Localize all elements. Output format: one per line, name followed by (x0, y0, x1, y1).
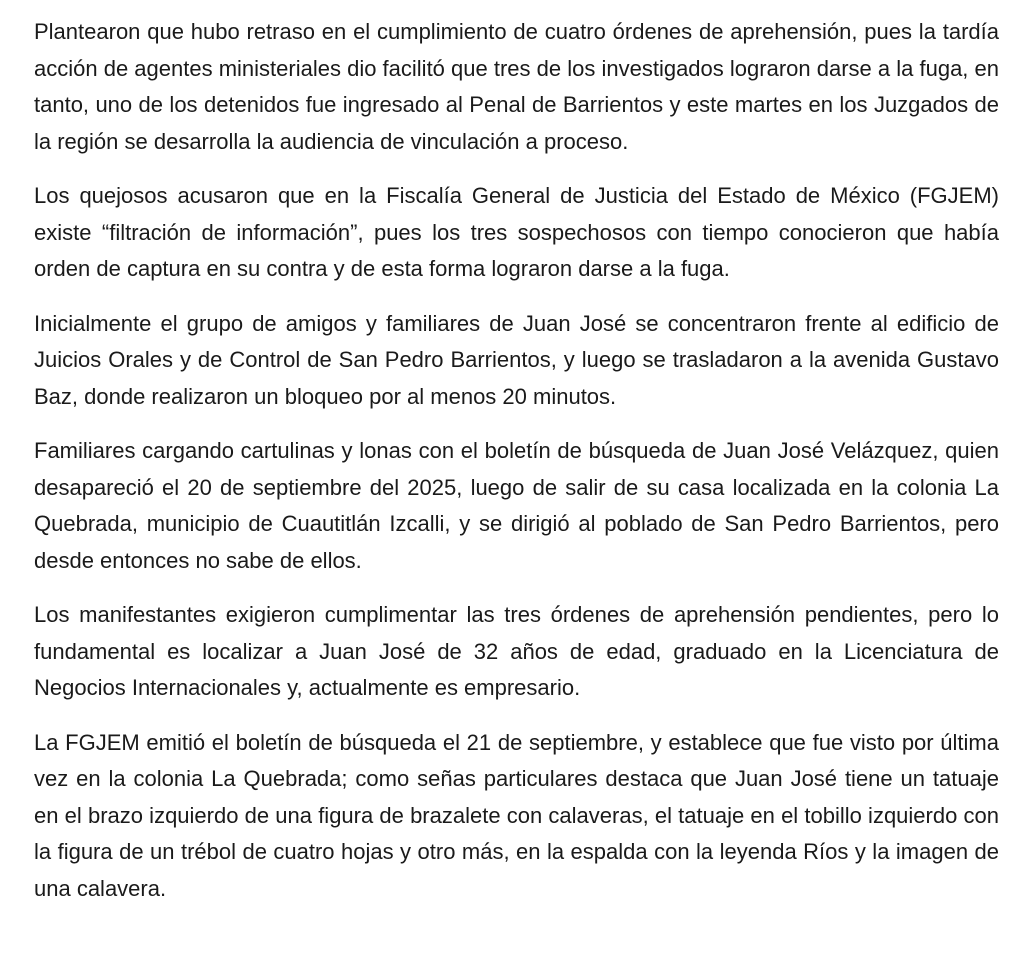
paragraph-3: Inicialmente el grupo de amigos y familiares de Juan José se concentraron frente al edificio de Juicios Orales y de Control de San Pedro Barrientos, y luego se trasladaron a la avenida Gustavo Baz, donde realizaron un bloqueo por al menos 20 minutos. (34, 310, 999, 409)
paragraph-2: Los quejosos acusaron que en la Fiscalía General de Justicia del Estado de México (FGJEM) existe “filtración de información”, pues los tres sospechosos con tiempo conocieron que había orden de captura en su contra y de esta forma lograron darse a la fuga. (34, 183, 999, 281)
paragraph-1: Plantearon que hubo retraso en el cumplimiento de cuatro órdenes de aprehensión, pues la tardía acción de agentes ministeriales dio facilitó que tres de los investigados lograron darse a la fuga, en tanto, uno de los detenidos fue ingresado al Penal de Barrientos y este martes en los Juzgados de la región se desarrolla la audiencia de vinculación a proceso. (34, 19, 999, 154)
paragraph-4: Familiares cargando cartulinas y lonas con el boletín de búsqueda de Juan José Velázquez, quien desapareció el 20 de septiembre del 2025, luego de salir de su casa localizada en la colonia La Quebrada, municipio de Cuautitlán Izcalli, y se dirigió al poblado de San Pedro Barrientos, pero desde entonces no sabe de ellos. (34, 438, 999, 573)
paragraph-5: Los manifestantes exigieron cumplimentar las tres órdenes de aprehensión pendientes, pero lo fundamental es localizar a Juan José de 32 años de edad, graduado en la Licenciatura de Negocios Internacionales y, actualmente es empresario. (34, 602, 999, 700)
paragraph-6: La FGJEM emitió el boletín de búsqueda el 21 de septiembre, y establece que fue visto por última vez en la colonia La Quebrada; como señas particulares destaca que Juan José tiene un tatuaje en el brazo izquierdo de una figura de brazalete con calaveras, el tatuaje en el tobillo izquierdo con la figura de un trébol de cuatro hojas y otro más, en la espalda con la leyenda Ríos y la imagen de una calavera. (34, 729, 999, 901)
